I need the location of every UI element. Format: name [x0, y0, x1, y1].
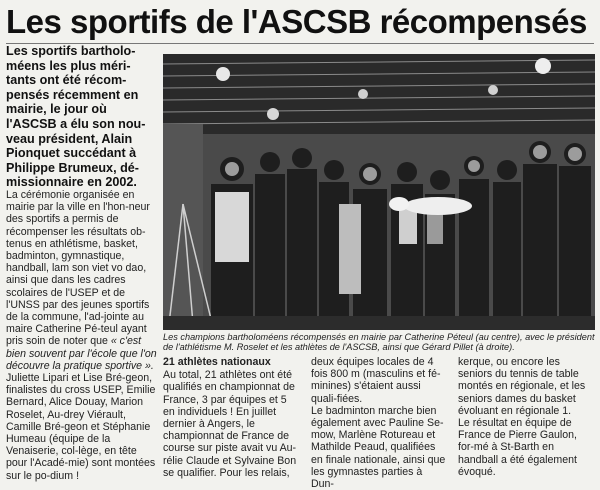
col2-text-b: Le badminton marche bien également avec Pauline Se-mow, Marlène Rotureau et Mathilde Peaud, qualifiées en finale nationale, ainsi que les gymnastes parties à Dun-: [311, 404, 446, 490]
col2-text-a: deux équipes locales de 4 fois 800 m (masculins et fé-minines) s'étaient aussi quali-fiées.: [311, 356, 441, 405]
left-column: [6, 189, 158, 482]
quote-text: « c'est bien souvent par l'école que l'on découvre la pratique sportive ».: [6, 335, 157, 372]
headline: Les sportifs de l'ASCSB récompensés: [6, 3, 587, 40]
col1-text: Au total, 21 athlètes ont été qualifiés en championnat de France, 3 par équipes et 5 en individuels ! En juillet dernier à Angers, le championnat de France de course sur piste avait vu Au-rélie Claude et Sylvaine Bon se qualifier. Pour les relais,: [163, 369, 297, 479]
col3-text-b: Le résultat en équipe de France de Pierre Gaulon, for-mé à St-Barth en handball a été également évoqué.: [458, 417, 577, 478]
article-column-3: [458, 356, 594, 478]
group-photo: [163, 54, 595, 330]
article-column-1: [163, 356, 299, 479]
subheading: 21 athlètes nationaux: [163, 356, 271, 368]
intro-text: La cérémonie organisée en mairie par la ville en l'hon-neur des sportifs a permis de récompenser les résultats ob-tenus en athlétisme, basket, badminton, gymnastique, handball, lam son viet vo dao, ainsi que dans les cadres scolaires de l'USEP et de l'UNSS par des jeunes sportifs de la commune, l'ad-jointe au maire Catherine Pé-teul ayant pris soin de noter que: [6, 189, 150, 348]
lede-paragraph: Les sportifs bartholo-méens les plus méri-tants ont été récom-pensés récemment en mairie, le jour où l'ASCSB a élu son nou-veau président, Alain Pionquet succédant à Philippe Brumeux, dé-missionnaire en 2002.: [6, 44, 146, 190]
article-column-2: [311, 356, 447, 490]
photo-caption: Les champions bartholoméens récompensés en mairie par Catherine Péteul (au centre), avec le président de l'athlétisme M. Roselet et les athlètes de l'ASCSB, ainsi que Gérard Pillet (à droite).: [163, 332, 595, 353]
results-text: Juliette Lipari et Lise Bré-geon, finalistes du cross USEP, Emilie Bernard, Alice Douay, Marion Roselet, Au-drey Viérault, Camille Bré-geon et Stéphanie Humeau (équipe de la Venaiserie, col-lège, en tête pour l'Acadé-mie) sont montées sur le po-dium !: [6, 372, 156, 482]
col3-text-a: kerque, ou encore les seniors du tennis de table montés en régionale, et les seniors dames du basket évoluant en régionale 1.: [458, 356, 586, 417]
